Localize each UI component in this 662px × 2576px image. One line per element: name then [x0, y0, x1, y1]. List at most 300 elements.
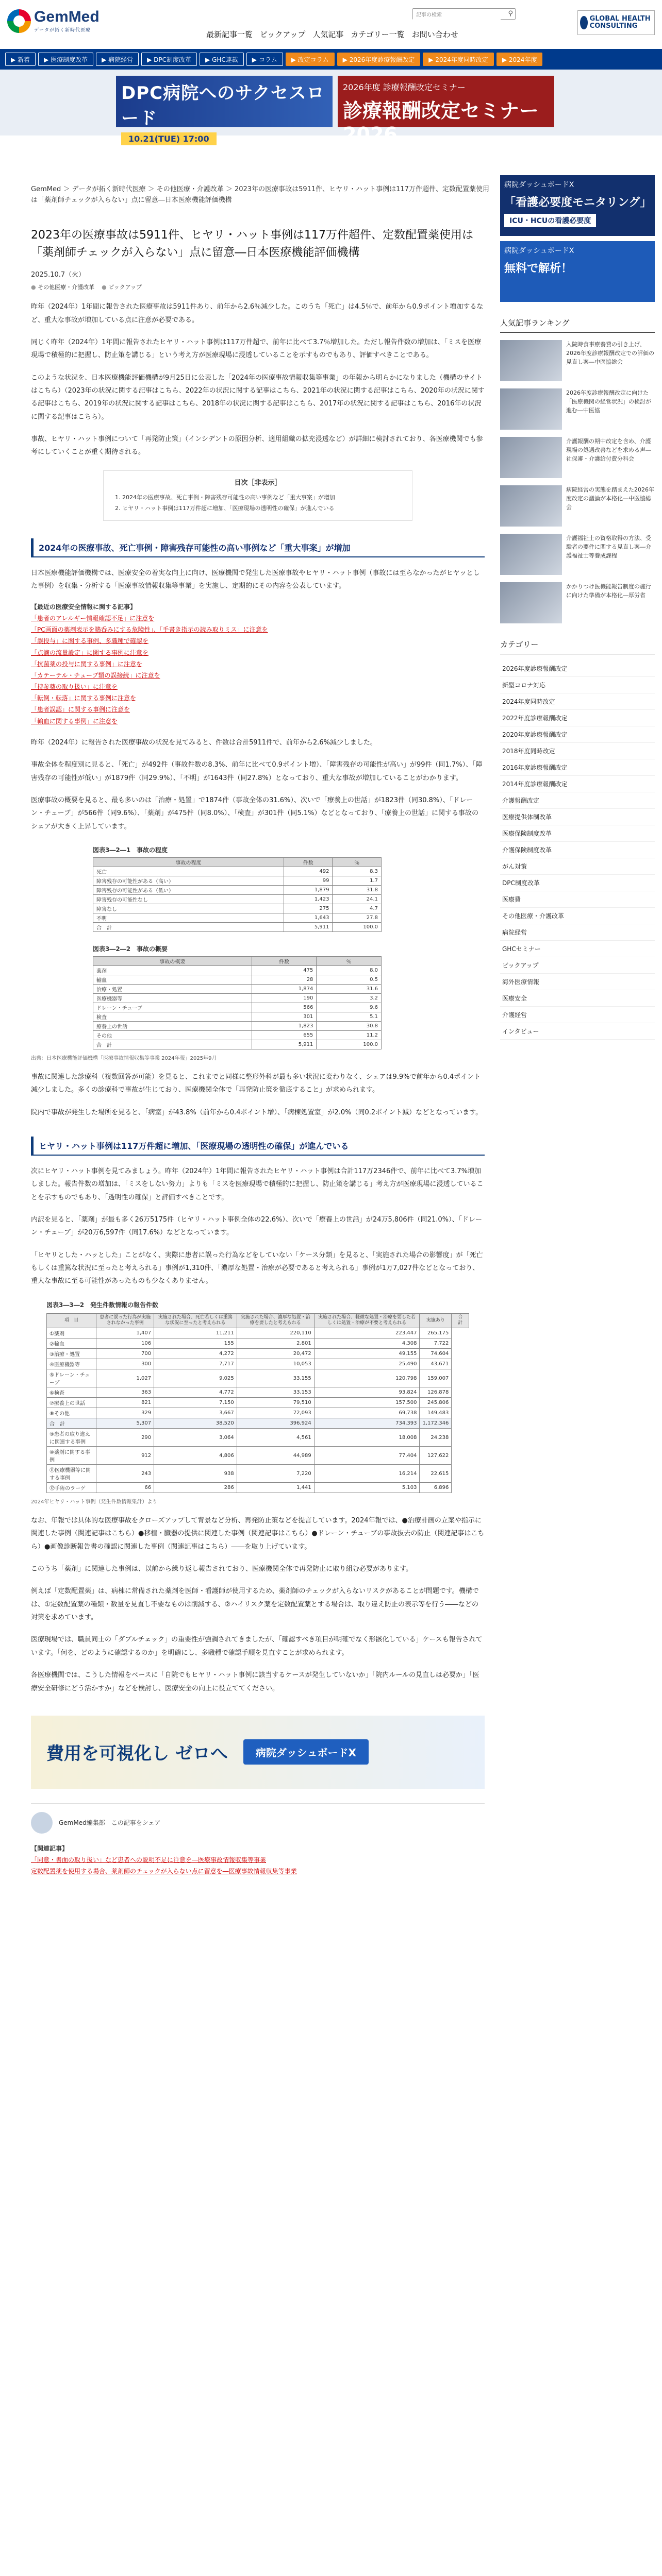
table-row: [93, 867, 382, 876]
table-cell: 700: [96, 1349, 154, 1359]
sidebar-ad-nursing[interactable]: [500, 175, 655, 236]
thumbnail: [500, 582, 562, 623]
paragraph: 事故全体を程度別に見ると、「死亡」が492件（事故件数の8.3%、前年に比べて0.9ポイント増）、「障害残存の可能性が高い」が99件（同1.7%）、「障害残存の可能性が低い」が1879件（同29.9%）、「不明」が1643件（同27.8%）となっており、重大な事故が増加していることがわかります。: [31, 761, 483, 782]
table-cell: 薬剤: [93, 965, 252, 975]
table-header: 事故の概要: [93, 956, 252, 965]
table-cell: 8.0: [317, 965, 382, 975]
table-header: 事故の程度: [93, 857, 284, 867]
cat-new[interactable]: ▶ 新着: [5, 53, 36, 66]
table-cell: 329: [96, 1408, 154, 1418]
table-cell: 7,150: [154, 1398, 237, 1408]
ad-product: 病院ダッシュボードX: [504, 181, 574, 189]
table-cell: 99: [284, 876, 333, 885]
paragraph: 院内で事故が発生した場所を見ると、「病室」が43.8%（前年から0.4ポイント増）、「病棟処置室」が2.0%（同0.2ポイント減）などとなっています。: [31, 1108, 483, 1116]
table-cell: 死亡: [93, 867, 284, 876]
table-cell: 93,824: [314, 1387, 420, 1398]
related-heading: 【関連記事】: [31, 1844, 69, 1852]
table-row: [47, 1349, 469, 1359]
table-cell: 33,153: [237, 1387, 314, 1398]
table-cell: 3,667: [154, 1408, 237, 1418]
toc-item[interactable]: 1. 2024年の医療事故、死亡事例・障害残存可能性の高い事例など「重大事案」が増加: [122, 493, 403, 503]
article: [31, 227, 485, 1877]
ranking-text: 入院時食事療養費の引き上げ、2026年度診療報酬改定での評価の見直し案―中医協総会: [566, 341, 654, 366]
table-row: [47, 1483, 469, 1493]
table-cell: 100.0: [317, 1040, 382, 1049]
cat-2026[interactable]: ▶ 2026年度診療報酬改定: [337, 53, 421, 66]
table-cell: 5,911: [252, 1040, 317, 1049]
table-row: [93, 894, 382, 904]
category-title: カテゴリー: [500, 639, 655, 654]
table-cell: 912: [96, 1447, 154, 1465]
cat-reform[interactable]: ▶ 医療制度改革: [38, 53, 93, 66]
table-header: ％: [317, 956, 382, 965]
search-icon[interactable]: ⚲: [508, 10, 513, 18]
table-cell: 医療機器等: [93, 993, 252, 1003]
related-link[interactable]: 「誤投与」に関する事例、多職種で確認を: [31, 637, 149, 645]
table-row: [47, 1359, 469, 1369]
table-cell: 治療・処置: [93, 984, 252, 993]
table-cell: 243: [96, 1465, 154, 1483]
ad-product: 病院ダッシュボードX: [504, 247, 574, 255]
table-cell: 4,308: [314, 1338, 420, 1349]
table-cell: 821: [96, 1398, 154, 1408]
ranking-text: 介護報酬の期中改定を含め、介護現場の処遇改善などを求める声―社保審・介護給付費分科会: [566, 438, 651, 463]
table-cell: 4,272: [154, 1349, 237, 1359]
table-cell: 検査: [93, 1012, 252, 1021]
table-cell: 120,798: [314, 1369, 420, 1387]
table-cell: ⑪医療機器等に関する事例: [47, 1465, 96, 1483]
table1-title: 図表3―2―1 事故の程度: [93, 846, 168, 854]
category-item[interactable]: DPC制度改革: [500, 875, 655, 891]
table-row: [93, 1003, 382, 1012]
table-cell: 1,441: [237, 1483, 314, 1493]
table-cell: 275: [284, 904, 333, 913]
paragraph: 昨年（2024年）1年間に報告された医療事故は5911件あり、前年から2.6％減少した。このうち「死亡」は4.5％で、前年から0.9ポイント増加するなど、重大な事故が増加している点に注意が必要である。: [31, 303, 484, 324]
table-cell: 492: [284, 867, 333, 876]
table-cell: 44,989: [237, 1447, 314, 1465]
table-row: [93, 876, 382, 885]
related-link[interactable]: 定数配置薬を使用する場合、薬剤師のチェックが入らない点に留意を―医療事故情報収集等事業: [31, 1868, 297, 1875]
table-row: [93, 904, 382, 913]
table-cell: 1,874: [252, 984, 317, 993]
dpc-seminar-banner[interactable]: [116, 76, 333, 144]
table-header: 実施された場合、濃厚な処置・治療を要したと考えられる: [237, 1313, 314, 1328]
ranking-text: 介護福祉士の資格取得の方法、受験者の要件に関する見直し案―介護福祉士等養成課程: [566, 535, 651, 560]
table-cell: 4.7: [333, 904, 382, 913]
cat-column[interactable]: ▶ コラム: [246, 53, 283, 66]
section-heading-2: ヒヤリ・ハット事例は117万件超に増加、「医療現場の透明性の確保」が進んでいる: [31, 1137, 485, 1156]
hiyari-hatto-table: [46, 1313, 469, 1493]
table-cell: 30.8: [317, 1021, 382, 1030]
tag-pickup[interactable]: ● ピックアップ: [102, 283, 142, 291]
table-cell: 566: [252, 1003, 317, 1012]
table-cell: 25,490: [314, 1359, 420, 1369]
table-cell: 0.5: [317, 975, 382, 984]
table-cell: 475: [252, 965, 317, 975]
table-cell: 11.2: [317, 1030, 382, 1040]
thumbnail: [500, 340, 562, 381]
table-cell: 77,404: [314, 1447, 420, 1465]
related-link[interactable]: 「輸血に関する事例」に注意を: [31, 717, 118, 725]
thumbnail: [500, 485, 562, 527]
table-row: [93, 984, 382, 993]
paragraph: 事故に関連した診療科（複数回答が可能）を見ると、これまでと同様に整形外科が最も多い状況に変わりなく、シェアは9.9%で前年から0.4ポイント減少しました。多くの診療科で事故が生じており、医療機関全体で「再発防止策を徹底すること」が求められます。: [31, 1073, 481, 1094]
ranking-item[interactable]: [500, 582, 655, 623]
table-cell: 938: [154, 1465, 237, 1483]
category-item[interactable]: ピックアップ: [500, 957, 655, 974]
related-link[interactable]: 「PC画面の薬剤表示を鵜呑みにする危険性」、「手書き指示の読み取りミス」に注意を: [31, 626, 268, 634]
table-header: 実施された場合、軽微な処置・治療を要した若しくは処置・治療が不要と考えられる: [314, 1313, 420, 1328]
category-item[interactable]: 2026年度診療報酬改定: [500, 660, 655, 677]
table-cell: ⑫手術のラーゲ: [47, 1483, 96, 1493]
table-cell: 合 計: [93, 922, 284, 931]
table-cell: 49,155: [314, 1349, 420, 1359]
table-cell: 9.6: [317, 1003, 382, 1012]
table-row: [93, 913, 382, 922]
category-item[interactable]: 医療安全: [500, 990, 655, 1007]
table-cell: 輸血: [93, 975, 252, 984]
ranking-text: かかりつけ医機能報告制度の施行に向けた準備が本格化―厚労省: [566, 583, 651, 599]
table-cell: 1,407: [96, 1328, 154, 1338]
ghc-logo-icon: [580, 16, 588, 29]
ghc-brand-link[interactable]: [577, 10, 655, 35]
category-item[interactable]: 2020年度診療報酬改定: [500, 726, 655, 743]
nav-popular[interactable]: 人気記事: [312, 30, 344, 39]
table-cell: 734,393: [314, 1418, 420, 1429]
table-cell: 不明: [93, 913, 284, 922]
dashboard-ad-banner[interactable]: [31, 1716, 485, 1789]
cat-dpc[interactable]: ▶ DPC制度改革: [141, 53, 197, 66]
nav-categories[interactable]: カテゴリー一覧: [351, 30, 405, 39]
dpc-banner-date: 10.21(TUE) 17:00: [121, 132, 217, 145]
paragraph: 昨年（2024年）に報告された医療事故の状況を見てみると、件数は合計5911件で、前年から2.6%減少しました。: [31, 738, 377, 747]
table-cell: 38,520: [154, 1418, 237, 1429]
related-link[interactable]: 「持参薬の取り扱い」に注意を: [31, 683, 118, 691]
revision-banner-title: 診療報酬改定セミナー2026: [343, 99, 539, 146]
related-link[interactable]: 「抗菌薬の投与に関する事例」に注意を: [31, 660, 143, 668]
table-cell: 79,510: [237, 1398, 314, 1408]
table-header: 件数: [252, 956, 317, 965]
top-nav: [206, 29, 458, 40]
table-cell: その他: [93, 1030, 252, 1040]
ad-headline: 無料で解析！: [504, 262, 573, 275]
table-cell: 300: [96, 1359, 154, 1369]
revision-seminar-banner[interactable]: [338, 76, 554, 146]
table-cell: 28: [252, 975, 317, 984]
table-row: [93, 975, 382, 984]
paragraph: 同じく昨年（2024年）1年間に報告されたヒヤリ・ハット事例は117万件超で、前年に比べて3.7％増加した。ただし報告件数の増加は、「ミスを医療現場で積極的に把握し、防止策を講じる」という考え方が医療現場に浸透していることを示すものでもあり、評価すべきことである。: [31, 338, 482, 360]
thumbnail: [500, 534, 562, 575]
cat-2024[interactable]: ▶ 2024年度同時改定: [423, 53, 494, 66]
table-cell: 220,110: [237, 1328, 314, 1338]
table-cell: 1,823: [252, 1021, 317, 1030]
category-list: [500, 660, 655, 1040]
table-cell: 4,806: [154, 1447, 237, 1465]
table-cell: 4,772: [154, 1387, 237, 1398]
banner-area: [0, 70, 662, 146]
toc-item[interactable]: 2. ヒヤリ・ハット事例は117万件超に増加、「医療現場の透明性の確保」が進んでいる: [122, 503, 403, 514]
table-cell: 障害残存の可能性がある（高い）: [93, 876, 284, 885]
related-articles-bottom: [31, 1843, 485, 1877]
table-cell: 69,738: [314, 1408, 420, 1418]
category-item[interactable]: 医療保険制度改革: [500, 825, 655, 842]
revision-banner-sub: 2026年度 診療報酬改定セミナー: [343, 82, 466, 92]
page-title: 2023年の医療事故は5911件、ヒヤリ・ハット事例は117万件超件、定数配置薬使用は「薬剤師チェックが入らない」点に留意―日本医療機能評価機構: [31, 229, 473, 260]
ad-product: 病院ダッシュボードX: [243, 1739, 369, 1765]
ranking-item[interactable]: [500, 388, 655, 430]
table-header: 合 計: [452, 1313, 469, 1328]
section-heading-1: 2024年の医療事故、死亡事例・障害残存可能性の高い事例など「重大事案」が増加: [31, 538, 485, 557]
category-item[interactable]: 医療提供体制改革: [500, 809, 655, 825]
table-cell: 22,615: [420, 1465, 452, 1483]
table-cell: 655: [252, 1030, 317, 1040]
table-row: [47, 1447, 469, 1465]
category-item[interactable]: 2014年度診療報酬改定: [500, 776, 655, 792]
author-box: [31, 1803, 485, 1834]
table-cell: 286: [154, 1483, 237, 1493]
table-cell: 3.2: [317, 993, 382, 1003]
ranking-item[interactable]: [500, 340, 655, 381]
paragraph: 医療現場では、職員同士の「ダブルチェック」の重要性が強調されてきましたが、「確認すべき項目が明確でなく形骸化している」ケースも報告されています。「何を、どのように確認するのか」を明確にし、多職種で確認手順を見直すことが求められます。: [31, 1636, 483, 1657]
category-item[interactable]: 病院経営: [500, 924, 655, 941]
site-header: [0, 0, 662, 49]
table-row: [47, 1369, 469, 1387]
table-cell: 396,924: [237, 1418, 314, 1429]
source-note: 2024年ヒヤリ・ハット事例（発生件数情報集計）より: [31, 1499, 158, 1505]
category-item[interactable]: GHCセミナー: [500, 941, 655, 957]
table-cell: 24.1: [333, 894, 382, 904]
table-cell: 149,483: [420, 1408, 452, 1418]
site-logo[interactable]: [7, 9, 100, 33]
table-cell: 11,211: [154, 1328, 237, 1338]
table-cell: 157,500: [314, 1398, 420, 1408]
table-cell: 27.8: [333, 913, 382, 922]
table-cell: 31.8: [333, 885, 382, 894]
table-cell: 290: [96, 1429, 154, 1447]
table-cell: ドレーン・チューブ: [93, 1003, 252, 1012]
table-cell: 265,175: [420, 1328, 452, 1338]
table-cell: 障害なし: [93, 904, 284, 913]
table-row: [47, 1338, 469, 1349]
related-articles: [31, 601, 485, 727]
table-cell: ⑤ドレーン・チューブ: [47, 1369, 96, 1387]
table-cell: 5.1: [317, 1012, 382, 1021]
table-cell: 100.0: [333, 922, 382, 931]
table-of-contents: [103, 470, 412, 521]
category-bar: [0, 49, 662, 70]
ranking-text: 2026年度診療報酬改定に向けた「医療機関の経営状況」の検討が進む―中医協: [566, 389, 651, 414]
table-row: [47, 1328, 469, 1338]
table-cell: ⑧その他: [47, 1408, 96, 1418]
cat-ghc[interactable]: ▶ GHC連載: [200, 53, 244, 66]
table-cell: 72,093: [237, 1408, 314, 1418]
logo-subtitle: データが拓く新時代医療: [34, 28, 91, 33]
table-cell: 16,214: [314, 1465, 420, 1483]
sidebar-ad-free[interactable]: [500, 241, 655, 302]
category-item[interactable]: 医療費: [500, 891, 655, 908]
accident-degree-table: [93, 857, 382, 932]
table-row: [93, 1012, 382, 1021]
category-item[interactable]: インタビュー: [500, 1023, 655, 1040]
table-cell: 223,447: [314, 1328, 420, 1338]
table-cell: 155: [154, 1338, 237, 1349]
table-row: [47, 1429, 469, 1447]
thumbnail: [500, 388, 562, 430]
table-cell: 2,801: [237, 1338, 314, 1349]
table-cell: ⑨患者の取り違えに関連する事例: [47, 1429, 96, 1447]
avatar: [31, 1812, 53, 1834]
table-header: 件数: [284, 857, 333, 867]
related-heading: 【最近の医療安全情報に関する記事】: [31, 603, 137, 611]
paragraph: 例えば「定数配置薬」は、病棟に常備された薬剤を医師・看護師が使用するため、薬剤師のチェックが入らないリスクがあることが問題です。機構では、①定数配置薬の種類・数量を見直し不要なものは削減する、②ハイリスク薬を定数配置薬とする場合は、取り違え防止の表示等を行う――などの対策を求めています。: [31, 1587, 479, 1622]
category-item[interactable]: 2024年度同時改定: [500, 693, 655, 710]
category-item[interactable]: 2022年度診療報酬改定: [500, 710, 655, 726]
table-cell: 1,027: [96, 1369, 154, 1387]
table-row: [93, 922, 382, 931]
table3-title: 図表3―3―2 発生件数情報の報告件数: [46, 1301, 159, 1309]
table-cell: 5,911: [284, 922, 333, 931]
table-row: [47, 1418, 469, 1429]
table-cell: 106: [96, 1338, 154, 1349]
table-cell: 1,643: [284, 913, 333, 922]
table-row: [47, 1465, 469, 1483]
table-cell: ⑦療養上の世話: [47, 1398, 96, 1408]
table-cell: 74,604: [420, 1349, 452, 1359]
table-cell: 31.6: [317, 984, 382, 993]
table-row: [93, 1040, 382, 1049]
table-row: [93, 885, 382, 894]
category-item[interactable]: 介護経営: [500, 1007, 655, 1023]
table-cell: 6,896: [420, 1483, 452, 1493]
table-cell: 合 計: [93, 1040, 252, 1049]
table-cell: 7,717: [154, 1359, 237, 1369]
category-item[interactable]: 介護報酬改定: [500, 792, 655, 809]
search-input[interactable]: [413, 10, 501, 21]
table-cell: 5,307: [96, 1418, 154, 1429]
table-cell: 合 計: [47, 1418, 96, 1429]
table-cell: 33,155: [237, 1369, 314, 1387]
table-header: 患者に誤った行為が実施されなかった事例: [96, 1313, 154, 1328]
table-cell: 43,671: [420, 1359, 452, 1369]
nav-contact[interactable]: お問い合わせ: [411, 30, 458, 39]
table-cell: ⑥検査: [47, 1387, 96, 1398]
article-tags: [31, 283, 485, 291]
paragraph: 事故、ヒヤリ・ハット事例について「再発防止策」（インシデントの原因分析、適用組織の拡充浸透など）が詳細に検討されており、各医療機関でも参考にしていくことが重く期待される。: [31, 435, 483, 456]
table-cell: 7,220: [237, 1465, 314, 1483]
table-cell: 療養上の世話: [93, 1021, 252, 1030]
table-cell: 7,722: [420, 1338, 452, 1349]
table-cell: ③治療・処置: [47, 1349, 96, 1359]
search-box: [412, 8, 516, 20]
ranking-item[interactable]: [500, 437, 655, 478]
table-cell: 24,238: [420, 1429, 452, 1447]
category-item[interactable]: その他医療・介護改革: [500, 908, 655, 924]
table-cell: 障害残存の可能性がある（低い）: [93, 885, 284, 894]
thumbnail: [500, 437, 562, 478]
related-link[interactable]: 「患者のアレルギー情報確認不足」に注意を: [31, 614, 155, 622]
category-item[interactable]: 2018年度同時改定: [500, 743, 655, 759]
ranking-title: 人気記事ランキング: [500, 317, 655, 333]
paragraph: 医療事故の概要を見ると、最も多いのは「治療・処置」で1874件（事故全体の31.6%）、次いで「療養上の世話」が1823件（同30.8%）、「ドレーン・チューブ」が566件（同9.6%）、「薬剤」が475件（同8.0%）、「検査」が301件（同5.1%）などとなっており、「療養上の世話」に関する事故のシェアが大きく上昇しています。: [31, 796, 478, 831]
paragraph: 次にヒヤリ・ハット事例を見てみましょう。昨年（2024年）1年間に報告されたヒヤリ・ハット事例は合計117万2346件で、前年に比べて3.7%増加しました。報告件数の増加は、「ミスをしない努力」よりも「ミスを医療現場で積極的に把握し、防止策を講じる」考え方が医療現場に浸透していることを示すものでもあり、「透明性の確保」と評価すべきことです。: [31, 1167, 484, 1201]
breadcrumb[interactable]: GemMed ＞ データが拓く新時代医療 ＞ その他医療・介護改革 ＞ 2023年の医療事故は5911件、ヒヤリ・ハット事例は117万件超件、定数配置薬使用は「薬剤師チェックが入らない」点に留意―日本医療機能評価機構: [31, 185, 489, 204]
table-header: ％: [333, 857, 382, 867]
table-cell: 190: [252, 993, 317, 1003]
related-link[interactable]: 「患者誤認」に関する事例に注意を: [31, 706, 130, 714]
table-cell: 3,064: [154, 1429, 237, 1447]
table-cell: 20,472: [237, 1349, 314, 1359]
category-item[interactable]: 新型コロナ対応: [500, 677, 655, 693]
paragraph: 内訳を見ると、「薬剤」が最も多く26万5175件（ヒヤリ・ハット事例全体の22.6%）、次いで「療養上の世話」が24万5,806件（同21.0%）、「ドレーン・チューブ」が20万6,597件（同17.6%）などとなっています。: [31, 1215, 482, 1237]
table-cell: 245,806: [420, 1398, 452, 1408]
table-cell: 18,008: [314, 1429, 420, 1447]
table-row: [93, 1021, 382, 1030]
table-header: 項 目: [47, 1313, 96, 1328]
ghc-brand-text: GLOBAL HEALTH CONSULTING: [589, 14, 651, 30]
table-cell: 4,561: [237, 1429, 314, 1447]
toc-title[interactable]: 目次［非表示］: [234, 479, 282, 487]
category-item[interactable]: 2016年度診療報酬改定: [500, 759, 655, 776]
cat-2024b[interactable]: ▶ 2024年度: [496, 53, 543, 66]
table-row: [93, 965, 382, 975]
accident-summary-table: [93, 956, 382, 1049]
related-link[interactable]: 「同意・書面の取り扱い」など患者への説明不足に注意を―医療事故情報収集等事業: [31, 1856, 267, 1864]
table2-title: 図表3―2―2 事故の概要: [93, 945, 168, 953]
cat-management[interactable]: ▶ 病院経営: [96, 53, 139, 66]
paragraph: このうち「薬剤」に関連した事例は、以前から繰り返し報告されており、医療機関全体で再発防止に取り組む必要があります。: [31, 1565, 412, 1573]
logo-mark-icon: [7, 9, 31, 33]
table-cell: 363: [96, 1387, 154, 1398]
related-link[interactable]: 「転倒・転落」に関する事例に注意を: [31, 694, 137, 702]
ad-tag: ICU・HCUの看護必要度: [504, 214, 596, 227]
ranking-item[interactable]: [500, 485, 655, 527]
tag-other-reform[interactable]: ● その他医療・介護改革: [31, 283, 94, 291]
table-row: [93, 1030, 382, 1040]
article-date: 2025.10.7（火）: [31, 271, 86, 279]
dpc-banner-title: DPC病院へのサクセスロード: [121, 83, 325, 129]
table-cell: ⑩薬剤に関する事例: [47, 1447, 96, 1465]
author-name[interactable]: GemMed編集部: [59, 1819, 105, 1827]
related-link[interactable]: 「カテーテル・チューブ類の誤接続」に注意を: [31, 671, 160, 679]
ad-headline: 「看護必要度モニタリング」: [504, 196, 652, 209]
category-item[interactable]: 海外医療情報: [500, 974, 655, 990]
table-cell: 301: [252, 1012, 317, 1021]
table-cell: 159,007: [420, 1369, 452, 1387]
nav-latest[interactable]: 最新記事一覧: [206, 30, 253, 39]
category-item[interactable]: がん対策: [500, 858, 655, 875]
sidebar: [500, 175, 655, 1040]
logo-text: GemMed: [34, 8, 100, 25]
related-link[interactable]: 「点滴の流量設定」に関する事例に注意を: [31, 649, 149, 656]
category-item[interactable]: 介護保険制度改革: [500, 842, 655, 858]
nav-pickup[interactable]: ピックアップ: [260, 30, 306, 39]
paragraph: 各医療機関では、こうした情報をベースに「自院でもヒヤリ・ハット事例に該当するケースが発生していないか」「院内ルールの見直しは必要か」「医療安全研修にどう活かすか」などを検討し、医療安全の向上に役立ててください。: [31, 1671, 479, 1692]
table-cell: 126,878: [420, 1387, 452, 1398]
table-cell: 1,423: [284, 894, 333, 904]
table-cell: ②輸血: [47, 1338, 96, 1349]
ad-headline: 費用を可視化し ゼロへ: [46, 1743, 228, 1765]
paragraph: 「ヒヤリとした・ハッとした」ことがなく、実際に患者に誤った行為などをしていない「ケース分類」を見ると、「実施された場合の影響度」が「死亡もしくは重篤な状況に至ったと考えられる」事例が1,310件、「濃厚な処置・治療が必要であると考えられる」事例が1万7,027件などとなっており、重大な事故に至る可能性があったものも少なくありません。: [31, 1251, 483, 1285]
table-cell: 障害残存の可能性なし: [93, 894, 284, 904]
table-cell: 5,103: [314, 1483, 420, 1493]
table-row: [47, 1398, 469, 1408]
table-cell: 66: [96, 1483, 154, 1493]
table-cell: 1.7: [333, 876, 382, 885]
cat-revision-column[interactable]: ▶ 改定コラム: [286, 53, 335, 66]
table-cell: 10,053: [237, 1359, 314, 1369]
ranking-item[interactable]: [500, 534, 655, 575]
source-note: 出典：日本医療機能評価機構「医療事故情報収集等事業 2024年報」2025年9月: [31, 1055, 217, 1061]
